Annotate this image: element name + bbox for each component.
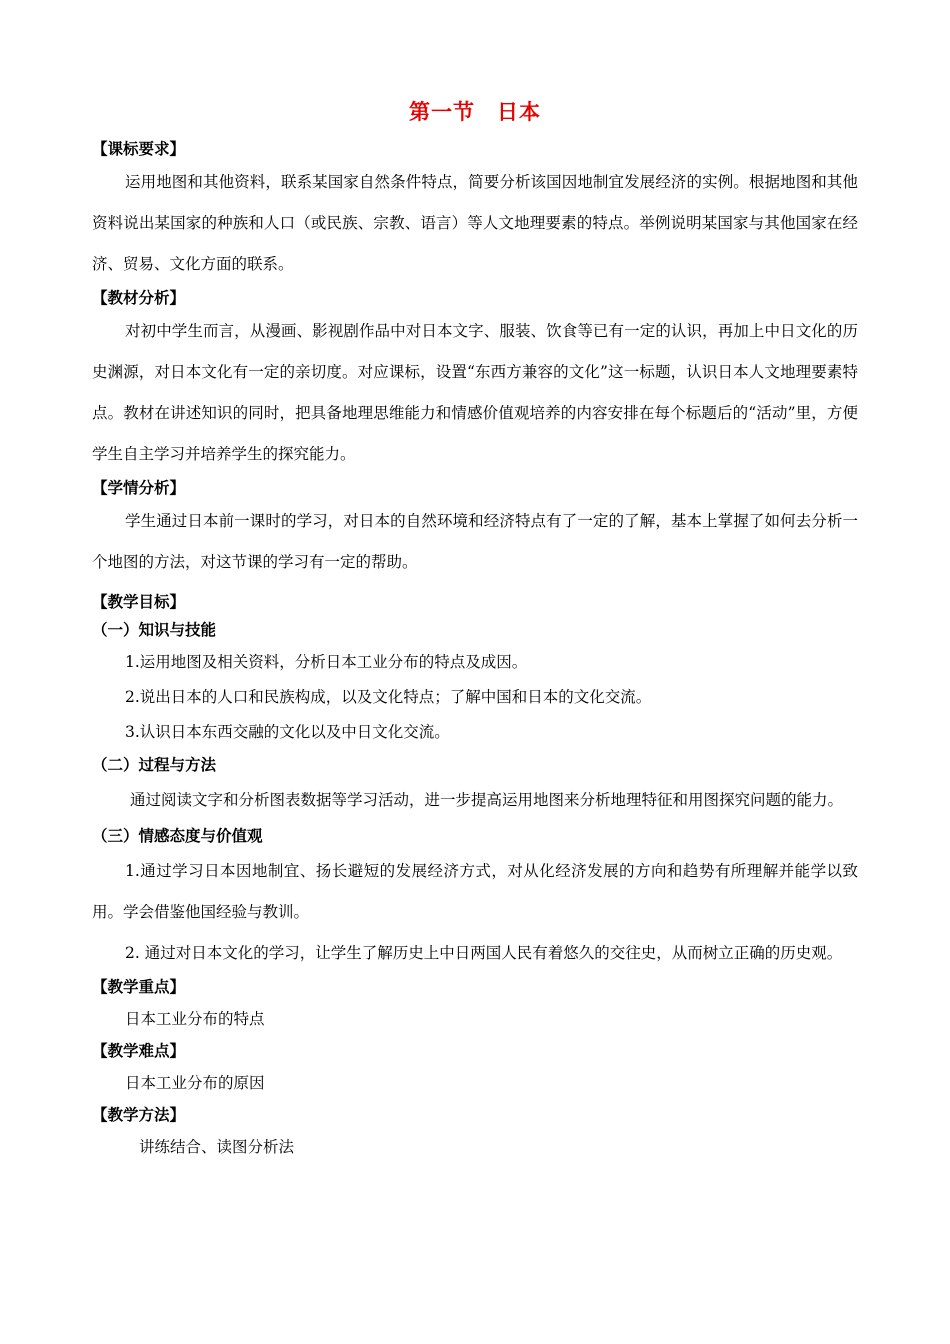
heading-nandian: 【教学难点】	[92, 1042, 186, 1060]
page-title	[92, 96, 858, 126]
heading-fangfa: 【教学方法】	[92, 1106, 186, 1124]
title-country: 日本	[497, 100, 541, 124]
title-section: 第一节	[409, 100, 475, 124]
heading-qinggan: （三）情感态度与价值观	[92, 827, 263, 845]
text-qinggan-1: 1.通过学习日本因地制宜、扬长避短的发展经济方式，对从化经济发展的方向和趋势有所理解并能学以致用。学会借鉴他国经验与教训。	[92, 862, 858, 921]
heading-mubiao: 【教学目标】	[92, 593, 186, 611]
list-item: 3.认识日本东西交融的文化以及中日文化交流。	[125, 723, 450, 741]
text-kebiao: 运用地图和其他资料，联系某国家自然条件特点，简要分析该国因地制宜发展经济的实例。根据地图和其他资料说出某国家的种族和人口（或民族、宗教、语言）等人文地理要素的特点。举例说明某国家与其他国家在经济、贸易、文化方面的联系。	[92, 173, 858, 273]
text-qinggan-2: 2. 通过对日本文化的学习，让学生了解历史上中日两国人民有着悠久的交往史，从而树立正确的历史观。	[125, 944, 843, 962]
text-fangfa: 讲练结合、读图分析法	[139, 1138, 295, 1156]
heading-jiaocai: 【教材分析】	[92, 289, 186, 307]
heading-guocheng: （二）过程与方法	[92, 756, 217, 774]
text-jiaocai: 对初中学生而言，从漫画、影视剧作品中对日本文字、服装、饮食等已有一定的认识，再加上中日文化的历史渊源，对日本文化有一定的亲切度。对应课标，设置“东西方兼容的文化”这一标题，认识日本人文地理要素特点。教材在讲述知识的同时，把具备地理思维能力和情感价值观培养的内容安排在每个标题后的“活动”里，方便学生自主学习并培养学生的探究能力。	[92, 322, 858, 463]
text-zhongdian: 日本工业分布的特点	[125, 1010, 265, 1028]
text-xueqing: 学生通过日本前一课时的学习，对日本的自然环境和经济特点有了一定的了解，基本上掌握了如何去分析一个地图的方法，对这节课的学习有一定的帮助。	[92, 512, 858, 571]
text-nandian: 日本工业分布的原因	[125, 1074, 265, 1092]
heading-xueqing: 【学情分析】	[92, 479, 186, 497]
heading-kebiao: 【课标要求】	[92, 140, 186, 158]
text-guocheng: 通过阅读文字和分析图表数据等学习活动，进一步提高运用地图来分析地理特征和用图探究问题的能力。	[130, 791, 844, 809]
list-item: 1.运用地图及相关资料，分析日本工业分布的特点及成因。	[125, 653, 528, 671]
list-item: 2.说出日本的人口和民族构成，以及文化特点；了解中国和日本的文化交流。	[125, 688, 652, 706]
heading-zhishi: （一）知识与技能	[92, 621, 217, 639]
heading-zhongdian: 【教学重点】	[92, 978, 186, 996]
